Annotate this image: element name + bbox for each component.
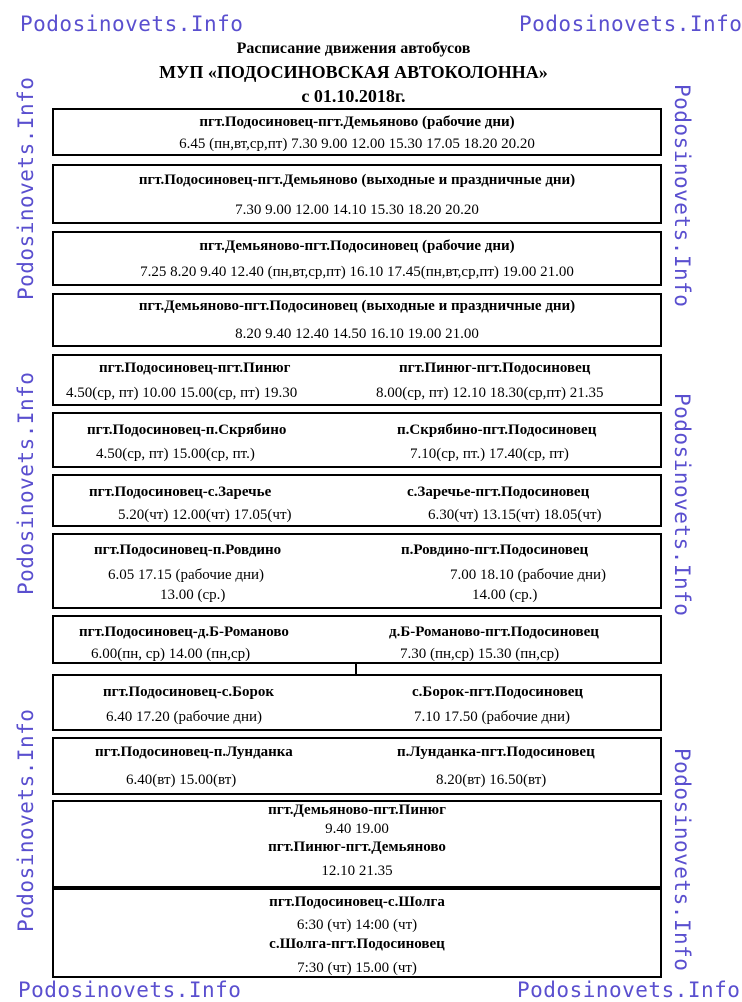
- route-title-a: пгт.Демьяново-пгт.Пинюг: [268, 802, 446, 818]
- header-company: МУП «ПОДОСИНОВСКАЯ АВТОКОЛОННА»: [159, 62, 548, 82]
- watermark-top-left: Podosinovets.Info: [20, 12, 244, 36]
- route-box-3: [52, 231, 662, 286]
- route-times: 7.25 8.20 9.40 12.40 (пн,вт,ср,пт) 16.10 17.45(пн,вт,ср,пт) 19.00 21.00: [140, 264, 574, 280]
- watermark-right-1: Podosinovets.Info: [670, 84, 694, 308]
- route-box-9: [52, 615, 662, 664]
- route-right-times: 7.00 18.10 (рабочие дни): [450, 567, 607, 583]
- route-right-title: пгт.Пинюг-пгт.Подосиновец: [399, 360, 591, 376]
- route-box-7: [52, 474, 662, 527]
- route-right-title: д.Б-Романово-пгт.Подосиновец: [389, 624, 599, 640]
- route-left-title: пгт.Подосиновец-п.Ровдино: [94, 542, 282, 558]
- route-title-a: пгт.Подосиновец-с.Шолга: [269, 894, 445, 910]
- route-left-times: 6.40(вт) 15.00(вт): [126, 772, 237, 788]
- route-right-times: 7.10 17.50 (рабочие дни): [414, 709, 571, 725]
- route-right-title: п.Лунданка-пгт.Подосиновец: [397, 744, 595, 760]
- header-title: Расписание движения автобусов: [236, 40, 471, 57]
- route-right-times: 8.00(ср, пт) 12.10 18.30(ср,пт) 21.35: [376, 385, 604, 401]
- route-left-title: пгт.Подосиновец-д.Б-Романово: [79, 624, 289, 640]
- route-left-times: 6.05 17.15 (рабочие дни): [108, 567, 265, 583]
- route-times-b: 7:30 (чт) 15.00 (чт): [297, 960, 417, 976]
- header-date: с 01.10.2018г.: [301, 86, 406, 106]
- route-left-times: 5.20(чт) 12.00(чт) 17.05(чт): [118, 507, 292, 523]
- route-left-times: 6.40 17.20 (рабочие дни): [106, 709, 263, 725]
- route-times: 6.45 (пн,вт,ср,пт) 7.30 9.00 12.00 15.30 17.05 18.20 20.20: [179, 136, 535, 152]
- route-title: пгт.Демьяново-пгт.Подосиновец (выходные и праздничные дни): [138, 298, 576, 314]
- route-box-5: [52, 354, 662, 406]
- watermark-left-3: Podosinovets.Info: [14, 708, 38, 932]
- route-right-times: 6.30(чт) 13.15(чт) 18.05(чт): [428, 507, 602, 523]
- watermark-bottom-right: Podosinovets.Info: [517, 978, 741, 1002]
- route-box-10: [52, 674, 662, 731]
- connector-tick: [355, 664, 357, 674]
- route-title-b: с.Шолга-пгт.Подосиновец: [269, 936, 445, 952]
- route-right-title: п.Ровдино-пгт.Подосиновец: [401, 542, 589, 558]
- route-right-title: с.Заречье-пгт.Подосиновец: [407, 484, 590, 500]
- route-times: 7.30 9.00 12.00 14.10 15.30 18.20 20.20: [235, 202, 479, 218]
- route-times: 8.20 9.40 12.40 14.50 16.10 19.00 21.00: [235, 326, 479, 342]
- watermark-right-2: Podosinovets.Info: [670, 393, 694, 617]
- route-left-title: пгт.Подосиновец-с.Заречье: [89, 484, 272, 500]
- route-times-b: 12.10 21.35: [321, 863, 393, 879]
- route-title: пгт.Подосиновец-пгт.Демьяново (выходные и праздничные дни): [138, 172, 576, 188]
- route-box-13: [52, 888, 662, 978]
- route-title: пгт.Подосиновец-пгт.Демьяново (рабочие дни): [199, 114, 515, 130]
- route-title-b: пгт.Пинюг-пгт.Демьяново: [268, 839, 446, 855]
- route-box-11: [52, 737, 662, 795]
- route-left-title: пгт.Подосиновец-пгт.Пинюг: [99, 360, 291, 376]
- watermark-left-1: Podosinovets.Info: [14, 76, 38, 300]
- route-box-12: [52, 800, 662, 888]
- watermark-top-right: Podosinovets.Info: [519, 12, 742, 36]
- route-right-title: п.Скрябино-пгт.Подосиновец: [397, 422, 597, 438]
- watermark-right-3: Podosinovets.Info: [670, 748, 694, 972]
- route-box-4: [52, 293, 662, 347]
- route-box-6: [52, 412, 662, 468]
- route-left-title: пгт.Подосиновец-с.Борок: [103, 684, 275, 700]
- route-right-times: 7.30 (пн,ср) 15.30 (пн,ср): [400, 646, 560, 662]
- route-times-a: 6:30 (чт) 14:00 (чт): [296, 917, 418, 933]
- route-left-extra: 13.00 (ср.): [160, 587, 226, 603]
- route-times-a: 9.40 19.00: [325, 821, 389, 837]
- route-left-times: 6.00(пн, ср) 14.00 (пн,ср): [91, 646, 251, 662]
- route-left-title: пгт.Подосиновец-п.Скрябино: [87, 422, 287, 438]
- route-box-8: [52, 533, 662, 609]
- route-box-2: [52, 164, 662, 224]
- route-title: пгт.Демьяново-пгт.Подосиновец (рабочие дни): [199, 238, 515, 254]
- route-right-times: 8.20(вт) 16.50(вт): [436, 772, 547, 788]
- route-left-times: 4.50(ср, пт) 10.00 15.00(ср, пт) 19.30: [66, 385, 298, 401]
- watermark-bottom-left: Podosinovets.Info: [18, 978, 242, 1002]
- route-left-title: пгт.Подосиновец-п.Лунданка: [95, 744, 293, 760]
- route-right-times: 7.10(ср, пт.) 17.40(ср, пт): [410, 446, 569, 462]
- route-right-title: с.Борок-пгт.Подосиновец: [412, 684, 584, 700]
- route-box-1: [52, 108, 662, 156]
- route-right-extra: 14.00 (ср.): [472, 587, 538, 603]
- watermark-left-2: Podosinovets.Info: [14, 371, 38, 595]
- route-left-times: 4.50(ср, пт) 15.00(ср, пт.): [96, 446, 255, 462]
